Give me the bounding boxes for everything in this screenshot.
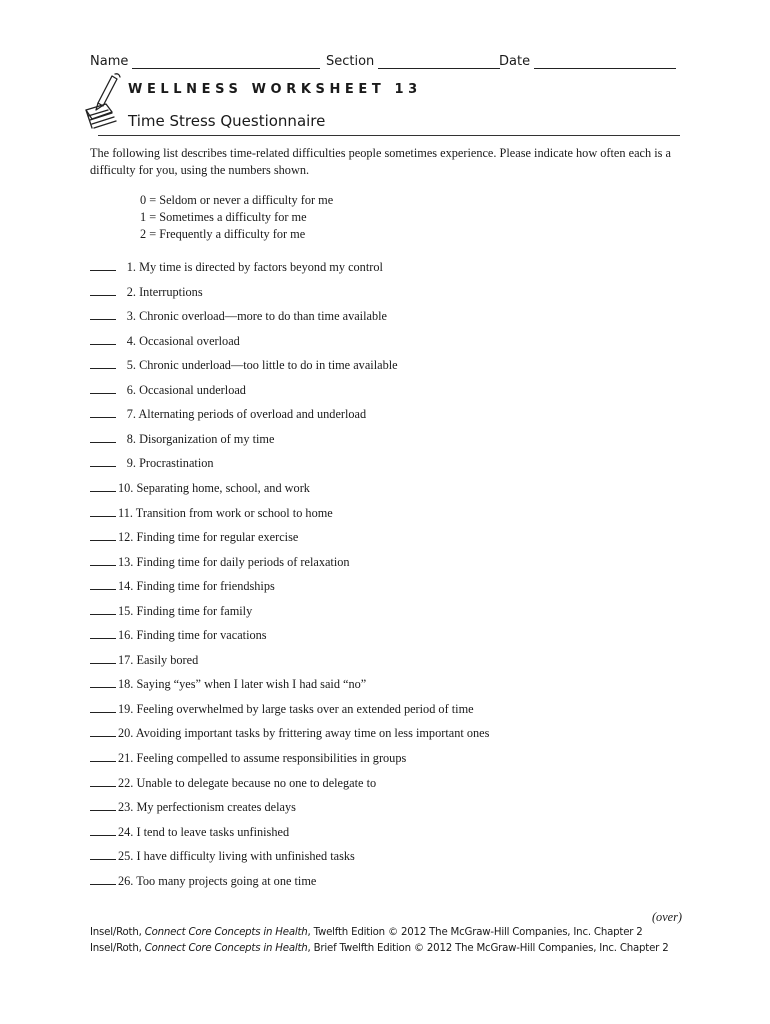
name-label: Name [90, 54, 129, 69]
footer-line-2 [90, 943, 668, 954]
answer-blank[interactable] [90, 529, 116, 541]
item-number: 20. [118, 726, 134, 741]
item-text: Disorganization of my time [139, 431, 275, 446]
questionnaire-item [90, 652, 198, 668]
item-number: 16. [118, 628, 134, 643]
item-number: 11. [118, 505, 133, 520]
item-text: Too many projects going at one time [136, 873, 317, 888]
footer-line-1 [90, 927, 643, 938]
questionnaire-item [90, 382, 246, 398]
item-number: 26. [118, 873, 134, 888]
answer-blank[interactable] [90, 676, 116, 688]
item-text: Saying “yes” when I later wish I had said “no” [136, 677, 367, 692]
item-number: 8. [126, 431, 136, 446]
item-text: Feeling overwhelmed by large tasks over an extended period of time [136, 701, 474, 716]
item-text: Occasional underload [139, 382, 246, 397]
footer-suffix: , Twelfth Edition © 2012 The McGraw-Hill Companies, Inc. Chapter 2 [307, 927, 643, 938]
worksheet-subtitle: Time Stress Questionnaire [128, 112, 326, 130]
questionnaire-item [90, 824, 289, 840]
name-field[interactable] [90, 54, 320, 69]
questionnaire-item [90, 431, 274, 447]
item-number: 23. [118, 800, 134, 815]
footer-prefix: Insel/Roth, [90, 943, 145, 954]
answer-blank[interactable] [90, 333, 116, 345]
questionnaire-item [90, 554, 350, 570]
item-number: 10. [118, 480, 134, 495]
questionnaire-item [90, 676, 366, 692]
item-number: 18. [118, 677, 134, 692]
scale-0: 0 = Seldom or never a difficulty for me [140, 193, 334, 207]
item-text: My perfectionism creates delays [136, 800, 296, 815]
item-text: Unable to delegate because no one to delegate to [136, 775, 377, 790]
answer-blank[interactable] [90, 382, 116, 394]
answer-blank[interactable] [90, 505, 116, 517]
questionnaire-item [90, 799, 296, 815]
item-text: Avoiding important tasks by frittering away time on less important ones [135, 726, 490, 741]
date-line[interactable] [534, 54, 676, 69]
questionnaire-item [90, 603, 252, 619]
item-number: 3. [126, 309, 136, 324]
item-text: Alternating periods of overload and underload [138, 407, 367, 422]
title-divider [98, 135, 680, 136]
item-number: 5. [126, 358, 136, 373]
item-number: 13. [118, 554, 134, 569]
footer-book-title: Connect Core Concepts in Health [144, 943, 308, 954]
answer-blank[interactable] [90, 627, 116, 639]
section-field[interactable] [326, 54, 500, 69]
student-info-row [90, 54, 680, 74]
questionnaire-item [90, 505, 333, 521]
answer-blank[interactable] [90, 725, 116, 737]
item-number: 7. [126, 407, 136, 422]
item-number: 21. [118, 751, 134, 765]
questionnaire-item [90, 627, 267, 643]
item-text: Finding time for daily periods of relaxation [136, 554, 350, 569]
item-text: Interruptions [139, 284, 203, 299]
item-number: 4. [126, 333, 136, 348]
questionnaire-item [90, 406, 366, 422]
answer-blank[interactable] [90, 406, 116, 418]
item-number: 9. [126, 456, 136, 471]
questionnaire-item [90, 333, 240, 349]
answer-blank[interactable] [90, 652, 116, 664]
item-number: 12. [118, 530, 134, 545]
section-label: Section [326, 54, 375, 69]
item-text: I tend to leave tasks unfinished [136, 824, 290, 839]
item-text: Finding time for regular exercise [136, 530, 299, 545]
answer-blank[interactable] [90, 578, 116, 590]
item-number: 2. [126, 284, 136, 299]
item-text: Feeling compelled to assume responsibilities in groups [136, 751, 407, 765]
item-text: My time is directed by factors beyond my control [139, 260, 383, 274]
answer-blank[interactable] [90, 357, 116, 369]
item-number: 6. [126, 382, 136, 397]
questionnaire-item [90, 701, 474, 717]
item-text: Procrastination [139, 456, 214, 471]
item-text: I have difficulty living with unfinished tasks [136, 849, 355, 864]
questionnaire-item [90, 455, 214, 471]
name-line[interactable] [132, 54, 320, 69]
answer-blank[interactable] [90, 750, 116, 762]
section-line[interactable] [378, 54, 500, 69]
questionnaire-item [90, 725, 489, 741]
questionnaire-item [90, 308, 387, 324]
questionnaire-item [90, 259, 383, 275]
answer-blank[interactable] [90, 554, 116, 566]
answer-blank[interactable] [90, 259, 116, 271]
questionnaire-item [90, 775, 376, 791]
item-number: 19. [118, 701, 134, 716]
answer-blank[interactable] [90, 824, 116, 836]
footer-book-title: Connect Core Concepts in Health [144, 927, 308, 938]
item-number: 14. [118, 579, 134, 594]
date-field[interactable] [499, 54, 676, 69]
rating-scale [140, 192, 333, 243]
answer-blank[interactable] [90, 873, 116, 885]
item-number: 1. [126, 260, 136, 274]
item-text: Finding time for vacations [136, 628, 267, 643]
questionnaire-item [90, 480, 310, 496]
pen-and-papers-icon [82, 72, 128, 132]
over-note: (over) [651, 910, 682, 924]
item-text: Separating home, school, and work [136, 480, 310, 495]
answer-blank[interactable] [90, 848, 116, 860]
answer-blank[interactable] [90, 455, 116, 467]
item-text: Occasional overload [139, 333, 240, 348]
scale-2: 2 = Frequently a difficulty for me [140, 227, 306, 241]
answer-blank[interactable] [90, 480, 116, 492]
item-text: Transition from work or school to home [135, 505, 333, 520]
footer-prefix: Insel/Roth, [90, 927, 145, 938]
answer-blank[interactable] [90, 701, 116, 713]
item-number: 25. [118, 849, 134, 864]
answer-blank[interactable] [90, 308, 116, 320]
item-number: 15. [118, 603, 134, 618]
questionnaire-item [90, 848, 355, 864]
item-text: Finding time for family [136, 603, 253, 618]
answer-blank[interactable] [90, 603, 116, 615]
item-text: Finding time for friendships [136, 579, 275, 594]
answer-blank[interactable] [90, 799, 116, 811]
scale-1: 1 = Sometimes a difficulty for me [140, 210, 307, 224]
answer-blank[interactable] [90, 284, 116, 296]
instructions: The following list describes time-related difficulties people sometimes experience. Please indicate how often each is a difficulty for you, using the numbers shown. [90, 146, 671, 177]
item-number: 24. [118, 824, 134, 839]
answer-blank[interactable] [90, 775, 116, 787]
questionnaire-item [90, 529, 298, 545]
questionnaire-item [90, 873, 316, 889]
worksheet-title: WELLNESS WORKSHEET 13 [128, 82, 422, 97]
item-text: Easily bored [136, 652, 199, 667]
questionnaire-item [90, 750, 406, 766]
answer-blank[interactable] [90, 431, 116, 443]
questionnaire-item [90, 578, 275, 594]
item-number: 22. [118, 775, 134, 790]
questionnaire-item [90, 357, 398, 373]
questionnaire-item [90, 284, 203, 300]
date-label: Date [499, 54, 531, 69]
footer-suffix: , Brief Twelfth Edition © 2012 The McGraw-Hill Companies, Inc. Chapter 2 [307, 943, 669, 954]
item-number: 17. [118, 652, 134, 667]
item-text: Chronic overload—more to do than time available [139, 309, 387, 324]
item-text: Chronic underload—too little to do in time available [139, 358, 398, 373]
